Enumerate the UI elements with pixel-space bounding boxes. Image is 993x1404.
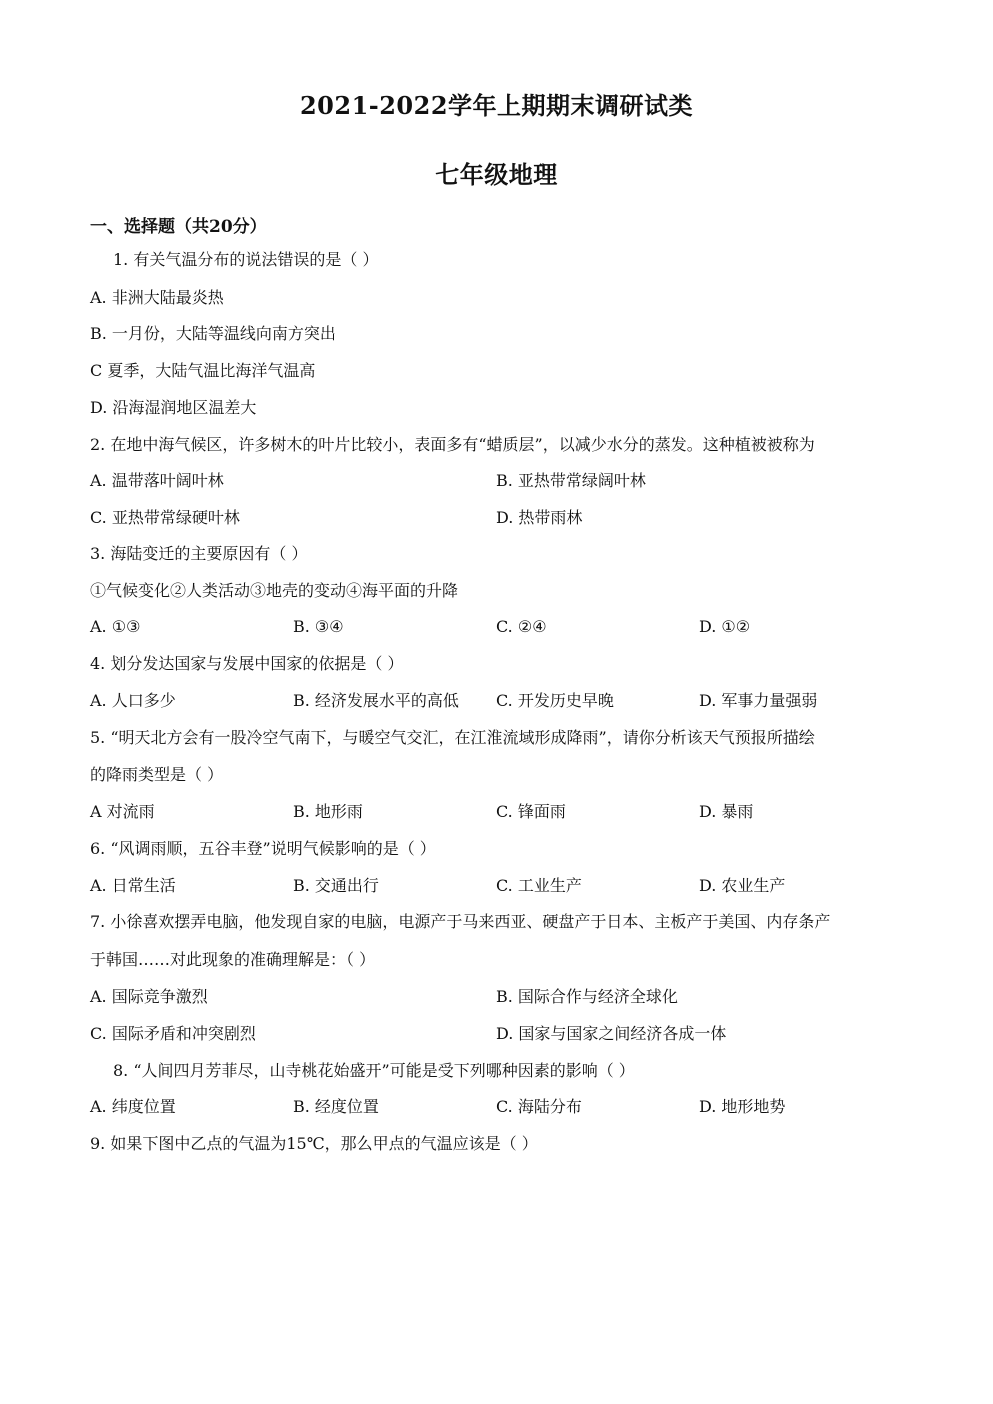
question-7-option-d: D. 国家与国家之间经济各成一体	[496, 1024, 727, 1043]
question-6-option-a: A. 日常生活	[90, 876, 176, 895]
question-6-option-c: C. 工业生产	[496, 876, 582, 895]
question-4-option-b: B. 经济发展水平的高低	[293, 691, 459, 710]
question-7-option-b: B. 国际合作与经济全球化	[496, 987, 678, 1006]
question-5-stem-line-1: 5. “明天北方会有一股冷空气南下，与暖空气交汇，在江淮流域形成降雨”，请你分析该天气预报所描绘	[90, 728, 815, 747]
question-3-option-a: A. ①③	[90, 617, 141, 636]
question-7-option-a: A. 国际竞争激烈	[90, 987, 208, 1006]
question-4-option-d: D. 军事力量强弱	[699, 691, 818, 710]
question-8-option-b: B. 经度位置	[293, 1097, 379, 1116]
question-2-option-d: D. 热带雨林	[496, 508, 583, 527]
question-3-option-b: B. ③④	[293, 617, 344, 636]
question-3-option-c: C. ②④	[496, 617, 547, 636]
question-3-info: ①气候变化②人类活动③地壳的变动④海平面的升降	[90, 581, 459, 600]
question-1-option-b: B. 一月份，大陆等温线向南方突出	[90, 324, 336, 343]
question-8-stem: 8. “人间四月芳菲尽，山寺桃花始盛开”可能是受下列哪种因素的影响（ ）	[113, 1061, 635, 1080]
question-7-option-c: C. 国际矛盾和冲突剧烈	[90, 1024, 256, 1043]
question-5-option-d: D. 暴雨	[699, 802, 754, 821]
question-4-stem: 4. 划分发达国家与发展中国家的依据是（ ）	[90, 654, 404, 673]
question-8-option-a: A. 纬度位置	[90, 1097, 176, 1116]
question-2-stem: 2. 在地中海气候区，许多树木的叶片比较小，表面多有“蜡质层”，以减少水分的蒸发。这种植被被称为	[90, 435, 815, 454]
question-7-stem-line-2: 于韩国……对此现象的准确理解是：（ ）	[90, 950, 376, 969]
exam-title: 2021-2022学年上期期末调研试类	[299, 91, 694, 120]
question-7-stem-line-1: 7. 小徐喜欢摆弄电脑，他发现自家的电脑，电源产于马来西亚、硬盘产于日本、主板产于美国、内存条产	[90, 912, 831, 931]
question-9-stem: 9. 如果下图中乙点的气温为15℃，那么甲点的气温应该是（ ）	[90, 1134, 538, 1153]
question-2-option-b: B. 亚热带常绿阔叶林	[496, 471, 646, 490]
question-5-stem-line-2: 的降雨类型是（ ）	[90, 765, 224, 784]
question-4-option-c: C. 开发历史早晚	[496, 691, 614, 710]
question-6-stem: 6. “风调雨顺，五谷丰登”说明气候影响的是（ ）	[90, 839, 436, 858]
question-1-option-c: C 夏季，大陆气温比海洋气温高	[90, 361, 316, 380]
question-3-option-d: D. ①②	[699, 617, 751, 636]
question-8-option-d: D. 地形地势	[699, 1097, 786, 1116]
question-4-option-a: A. 人口多少	[90, 691, 176, 710]
question-5-option-b: B. 地形雨	[293, 802, 363, 821]
question-5-option-c: C. 锋面雨	[496, 802, 566, 821]
question-8-option-c: C. 海陆分布	[496, 1097, 582, 1116]
section-heading: 一、选择题（共20分）	[90, 217, 267, 237]
question-6-option-d: D. 农业生产	[699, 876, 786, 895]
question-3-stem: 3. 海陆变迁的主要原因有（ ）	[90, 544, 308, 563]
question-6-option-b: B. 交通出行	[293, 876, 379, 895]
question-1-option-d: D. 沿海湿润地区温差大	[90, 398, 257, 417]
question-1-option-a: A. 非洲大陆最炎热	[90, 288, 224, 307]
question-1-stem: 1. 有关气温分布的说法错误的是（ ）	[113, 250, 379, 269]
question-2-option-c: C. 亚热带常绿硬叶林	[90, 508, 240, 527]
question-5-option-a: A 对流雨	[90, 802, 155, 821]
exam-subtitle: 七年级地理	[435, 160, 558, 189]
question-2-option-a: A. 温带落叶阔叶林	[90, 471, 224, 490]
